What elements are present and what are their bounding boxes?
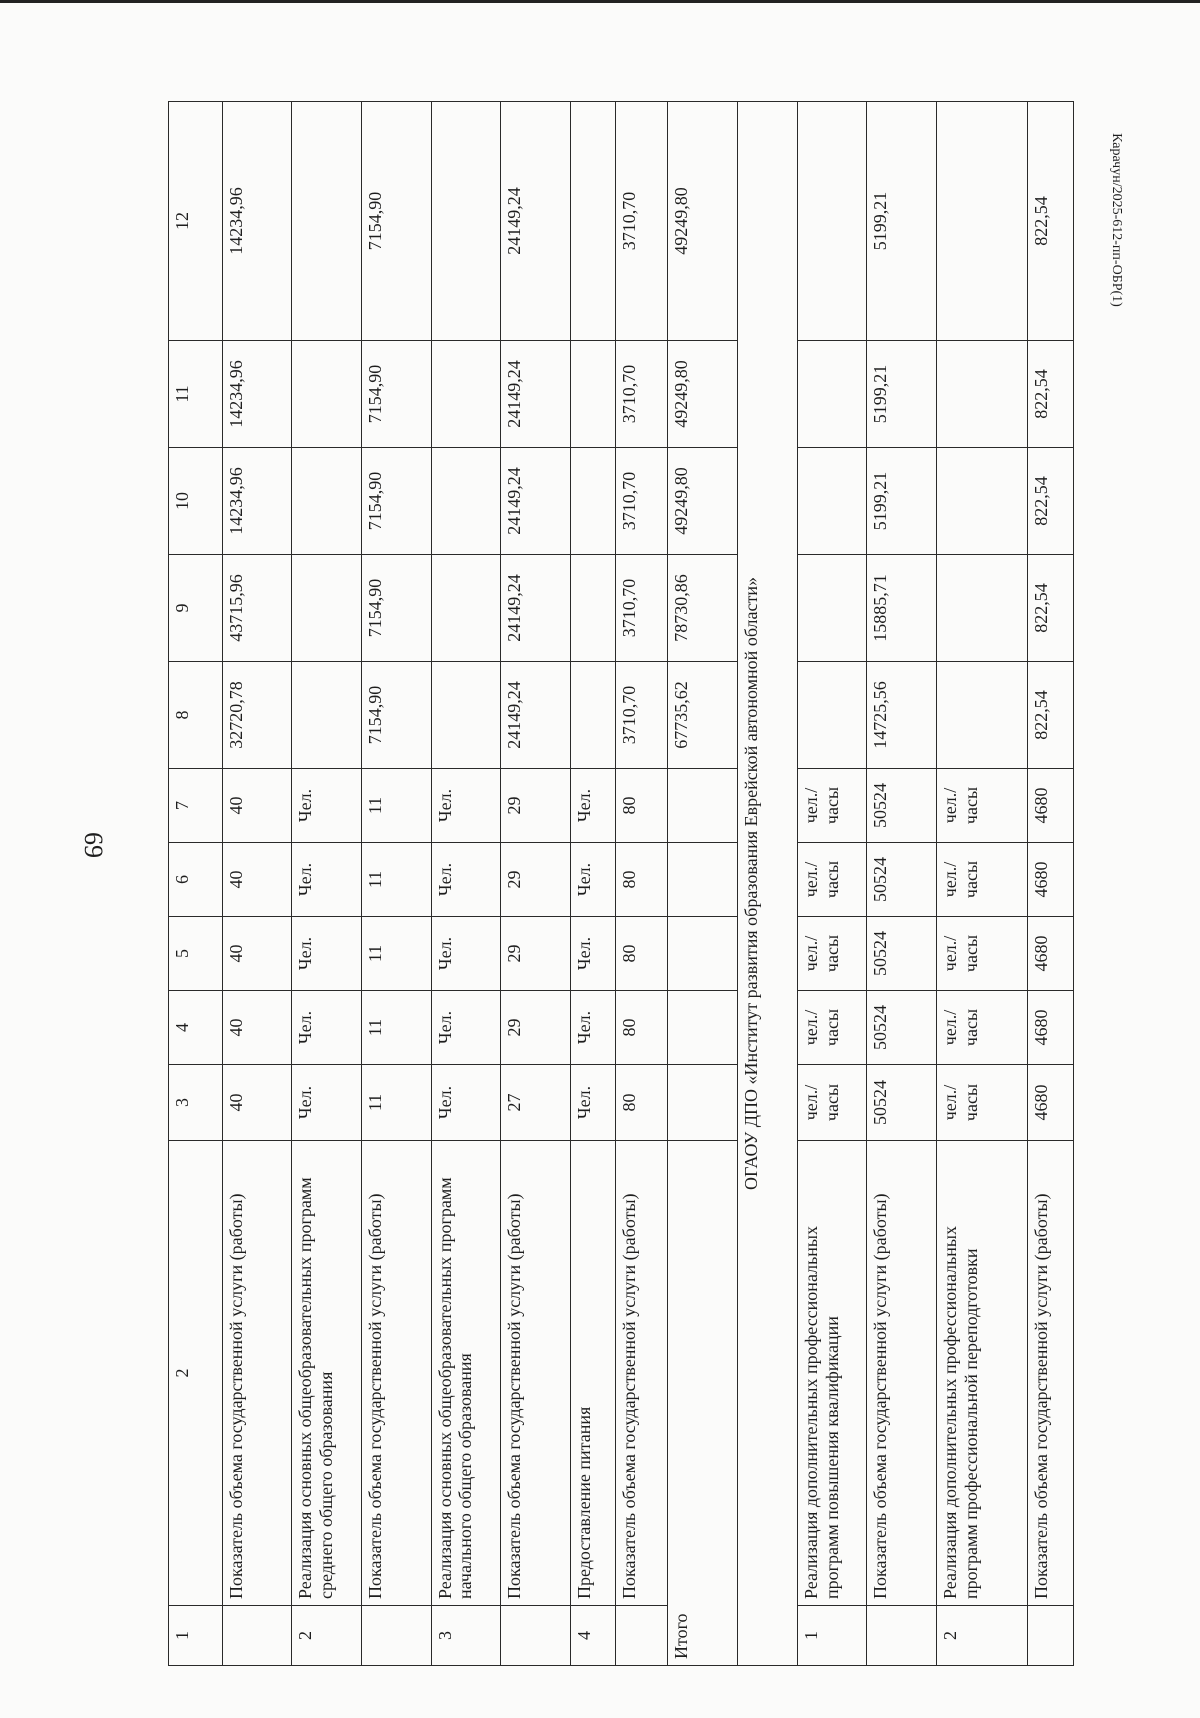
row-label: Показатель объема государственной услуги (работы) <box>501 1141 571 1606</box>
cell: 80 <box>616 991 668 1065</box>
cell <box>570 448 616 555</box>
cell: 11 <box>362 843 432 917</box>
row-number: 2 <box>936 1606 1027 1666</box>
cell: 4680 <box>1028 991 1074 1065</box>
cell: чел./ часы <box>936 843 1027 917</box>
cell: 32720,78 <box>222 662 292 769</box>
cell: 3710,70 <box>616 102 668 341</box>
cell: чел./ часы <box>936 1065 1027 1141</box>
cell: Чел. <box>292 991 362 1065</box>
row-label: Показатель объема государственной услуги (работы) <box>1028 1141 1074 1606</box>
cell <box>668 917 738 991</box>
cell: 40 <box>222 769 292 843</box>
cell: 50524 <box>867 991 937 1065</box>
cell: 822,54 <box>1028 555 1074 662</box>
row-number: 1 <box>797 1606 867 1666</box>
cell <box>570 102 616 341</box>
cell: Чел. <box>570 769 616 843</box>
row-label: Показатель объема государственной услуги (работы) <box>616 1141 668 1606</box>
cell <box>668 1065 738 1141</box>
cell: 4680 <box>1028 843 1074 917</box>
header-cell: 6 <box>169 843 223 917</box>
cell: 50524 <box>867 1065 937 1141</box>
cell: чел./ часы <box>936 991 1027 1065</box>
cell: 29 <box>501 917 571 991</box>
cell: 24149,24 <box>501 555 571 662</box>
header-cell: 2 <box>169 1141 223 1606</box>
cell: 822,54 <box>1028 341 1074 448</box>
header-cell: 12 <box>169 102 223 341</box>
cell: 29 <box>501 769 571 843</box>
row-label: Показатель объема государственной услуги (работы) <box>222 1141 292 1606</box>
cell: 49249,80 <box>668 448 738 555</box>
cell: 7154,90 <box>362 448 432 555</box>
table-row <box>936 102 1027 1666</box>
row-label: Реализация основных общеобразовательных программ среднего общего образования <box>292 1141 362 1606</box>
cell <box>668 769 738 843</box>
cell: 40 <box>222 1065 292 1141</box>
cell <box>292 448 362 555</box>
cell: чел./ часы <box>797 843 867 917</box>
cell: 80 <box>616 843 668 917</box>
header-cell: 8 <box>169 662 223 769</box>
table-row <box>501 102 571 1666</box>
header-cell: 9 <box>169 555 223 662</box>
cell <box>570 341 616 448</box>
cell <box>936 341 1027 448</box>
cell: чел./ часы <box>797 917 867 991</box>
table-row <box>797 102 867 1666</box>
cell: 7154,90 <box>362 662 432 769</box>
cell: 3710,70 <box>616 341 668 448</box>
cell: 40 <box>222 917 292 991</box>
cell <box>431 662 501 769</box>
cell: 14234,96 <box>222 341 292 448</box>
cell: 43715,96 <box>222 555 292 662</box>
cell: 14234,96 <box>222 102 292 341</box>
row-number: 4 <box>570 1606 616 1666</box>
cell: 4680 <box>1028 769 1074 843</box>
cell: 3710,70 <box>616 555 668 662</box>
cell: 11 <box>362 769 432 843</box>
cell: чел./ часы <box>797 1065 867 1141</box>
row-label: Реализация дополнительных профессиональных программ повышения квалификации <box>797 1141 867 1606</box>
cell: 3710,70 <box>616 662 668 769</box>
cell <box>570 555 616 662</box>
row-number <box>616 1606 668 1666</box>
cell <box>431 555 501 662</box>
cell <box>936 102 1027 341</box>
cell: 49249,80 <box>668 341 738 448</box>
cell: 14725,56 <box>867 662 937 769</box>
cell <box>292 102 362 341</box>
row-number: 2 <box>292 1606 362 1666</box>
document-code: Карачун/2025-612-пп-ОБР(1) <box>1109 133 1124 307</box>
cell: 7154,90 <box>362 341 432 448</box>
row-number <box>501 1606 571 1666</box>
cell: 11 <box>362 1065 432 1141</box>
budget-table <box>168 101 1074 1666</box>
cell: 11 <box>362 917 432 991</box>
total-row <box>668 102 738 1666</box>
row-number <box>362 1606 432 1666</box>
cell: 7154,90 <box>362 102 432 341</box>
row-label: Показатель объема государственной услуги (работы) <box>362 1141 432 1606</box>
cell: 24149,24 <box>501 662 571 769</box>
cell <box>936 662 1027 769</box>
cell <box>797 341 867 448</box>
cell: 5199,21 <box>867 341 937 448</box>
cell <box>936 448 1027 555</box>
cell: 4680 <box>1028 1065 1074 1141</box>
cell: Чел. <box>292 917 362 991</box>
cell: 822,54 <box>1028 662 1074 769</box>
cell: 27 <box>501 1065 571 1141</box>
table-row <box>616 102 668 1666</box>
rotated-table-wrapper <box>168 102 1074 1666</box>
cell: 49249,80 <box>668 102 738 341</box>
cell <box>797 662 867 769</box>
cell: Чел. <box>292 1065 362 1141</box>
header-cell: 11 <box>169 341 223 448</box>
cell: 3710,70 <box>616 448 668 555</box>
cell: 24149,24 <box>501 102 571 341</box>
cell: 29 <box>501 991 571 1065</box>
table-row <box>292 102 362 1666</box>
section-row <box>737 102 797 1666</box>
cell <box>292 555 362 662</box>
cell: чел./ часы <box>797 769 867 843</box>
cell: чел./ часы <box>797 991 867 1065</box>
page-number: 69 <box>79 832 108 858</box>
cell: 15885,71 <box>867 555 937 662</box>
cell: 7154,90 <box>362 555 432 662</box>
cell: 24149,24 <box>501 341 571 448</box>
cell: Чел. <box>292 843 362 917</box>
cell <box>797 555 867 662</box>
header-cell: 1 <box>169 1606 223 1666</box>
cell <box>797 102 867 341</box>
cell: 5199,21 <box>867 448 937 555</box>
cell: Чел. <box>570 843 616 917</box>
cell: Чел. <box>431 843 501 917</box>
cell: Чел. <box>431 991 501 1065</box>
total-label: Итого <box>668 1141 738 1666</box>
cell: 14234,96 <box>222 448 292 555</box>
cell <box>570 662 616 769</box>
cell: чел./ часы <box>936 917 1027 991</box>
cell <box>431 448 501 555</box>
cell: 78730,86 <box>668 555 738 662</box>
cell: Чел. <box>431 769 501 843</box>
table-row <box>222 102 292 1666</box>
cell: 11 <box>362 991 432 1065</box>
header-cell: 10 <box>169 448 223 555</box>
header-row <box>169 102 223 1666</box>
row-number <box>867 1606 937 1666</box>
cell: 822,54 <box>1028 102 1074 341</box>
row-label: Реализация основных общеобразовательных программ начального общего образования <box>431 1141 501 1606</box>
cell <box>292 662 362 769</box>
top-border-line <box>0 0 1200 3</box>
section-title: ОГАОУ ДПО «Институт развития образования Еврейской автономной области» <box>737 102 797 1666</box>
header-cell: 7 <box>169 769 223 843</box>
row-number <box>222 1606 292 1666</box>
row-number <box>1028 1606 1074 1666</box>
cell: Чел. <box>570 917 616 991</box>
cell <box>936 555 1027 662</box>
cell <box>668 843 738 917</box>
cell <box>292 341 362 448</box>
header-cell: 3 <box>169 1065 223 1141</box>
cell: 80 <box>616 769 668 843</box>
cell <box>668 991 738 1065</box>
cell: 40 <box>222 991 292 1065</box>
cell: 80 <box>616 917 668 991</box>
cell: Чел. <box>570 991 616 1065</box>
cell: 50524 <box>867 843 937 917</box>
cell <box>431 341 501 448</box>
cell: 80 <box>616 1065 668 1141</box>
cell: 24149,24 <box>501 448 571 555</box>
cell: 822,54 <box>1028 448 1074 555</box>
table-row <box>1028 102 1074 1666</box>
cell: 67735,62 <box>668 662 738 769</box>
cell: Чел. <box>292 769 362 843</box>
cell: Чел. <box>431 917 501 991</box>
cell: 50524 <box>867 917 937 991</box>
row-label: Реализация дополнительных профессиональных программ профессиональной переподготовки <box>936 1141 1027 1606</box>
cell: чел./ часы <box>936 769 1027 843</box>
header-cell: 4 <box>169 991 223 1065</box>
table-row <box>431 102 501 1666</box>
table-row <box>867 102 937 1666</box>
row-number: 3 <box>431 1606 501 1666</box>
row-label: Показатель объема государственной услуги (работы) <box>867 1141 937 1606</box>
cell <box>431 102 501 341</box>
cell: 50524 <box>867 769 937 843</box>
cell: 40 <box>222 843 292 917</box>
row-label: Предоставление питания <box>570 1141 616 1606</box>
header-cell: 5 <box>169 917 223 991</box>
cell: Чел. <box>570 1065 616 1141</box>
cell: Чел. <box>431 1065 501 1141</box>
table-row <box>362 102 432 1666</box>
cell <box>797 448 867 555</box>
cell: 4680 <box>1028 917 1074 991</box>
cell: 5199,21 <box>867 102 937 341</box>
cell: 29 <box>501 843 571 917</box>
table-row <box>570 102 616 1666</box>
